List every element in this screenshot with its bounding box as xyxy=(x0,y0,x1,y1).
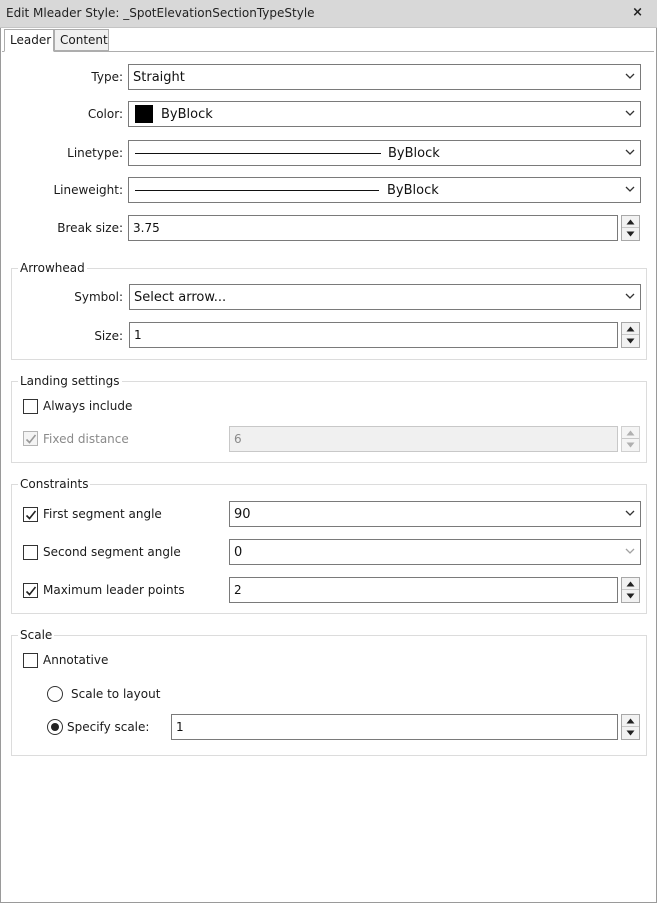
tab-leader[interactable]: Leader xyxy=(4,29,54,52)
lineweight-label: Lineweight: xyxy=(53,183,123,197)
scale-title: Scale xyxy=(20,628,53,642)
always-include-checkbox[interactable] xyxy=(23,399,38,414)
spin-down-button[interactable] xyxy=(622,439,639,451)
radio-selected-dot xyxy=(51,723,59,731)
window-title: Edit Mleader Style: _SpotElevationSectionTypeStyle xyxy=(6,6,315,20)
arrow-up-icon xyxy=(626,581,635,587)
linetype-value: ByBlock xyxy=(388,146,440,161)
always-include-label: Always include xyxy=(43,399,133,413)
chevron-down-icon xyxy=(624,181,636,197)
spin-down-button[interactable] xyxy=(622,228,639,240)
second-segment-checkbox[interactable] xyxy=(23,545,38,560)
second-segment-label: Second segment angle xyxy=(43,545,181,559)
chevron-down-icon xyxy=(624,105,636,121)
tab-content[interactable]: Content xyxy=(54,29,109,51)
second-segment-value: 0 xyxy=(234,545,243,560)
checkmark-icon xyxy=(25,585,37,597)
break-size-spinner[interactable] xyxy=(621,215,640,241)
title-bar xyxy=(0,0,657,28)
chevron-down-icon xyxy=(624,288,636,304)
type-value: Straight xyxy=(133,70,185,85)
constraints-title: Constraints xyxy=(20,477,89,491)
spin-up-button[interactable] xyxy=(622,578,639,590)
first-segment-select[interactable] xyxy=(229,501,641,527)
break-size-field[interactable] xyxy=(128,215,618,241)
spin-up-button[interactable] xyxy=(622,216,639,228)
annotative-checkbox[interactable] xyxy=(23,653,38,668)
checkmark-icon xyxy=(25,509,37,521)
fixed-distance-label: Fixed distance xyxy=(43,432,129,446)
color-swatch xyxy=(135,105,153,123)
arrow-down-icon xyxy=(626,231,635,237)
arrow-up-icon xyxy=(626,326,635,332)
arrow-up-icon xyxy=(626,430,635,436)
specify-scale-label: Specify scale: xyxy=(67,720,150,734)
symbol-label: Symbol: xyxy=(74,290,123,304)
scale-to-layout-label: Scale to layout xyxy=(71,687,161,701)
arrow-down-icon xyxy=(626,730,635,736)
second-segment-select[interactable] xyxy=(229,539,641,565)
tab-divider xyxy=(2,51,654,52)
scale-to-layout-radio[interactable] xyxy=(47,686,63,702)
chevron-down-icon xyxy=(624,505,636,521)
arrowhead-group-title: Arrowhead xyxy=(20,261,85,275)
chevron-down-icon xyxy=(624,543,636,559)
arrow-down-icon xyxy=(626,593,635,599)
type-select[interactable] xyxy=(128,64,641,90)
spin-down-button[interactable] xyxy=(622,335,639,347)
color-value: ByBlock xyxy=(161,107,213,122)
color-label: Color: xyxy=(87,107,123,121)
arrow-down-icon xyxy=(626,338,635,344)
arrow-size-field[interactable] xyxy=(129,322,618,348)
linetype-select[interactable] xyxy=(128,140,641,166)
arrow-symbol-value: Select arrow... xyxy=(134,290,227,305)
specify-scale-spinner[interactable] xyxy=(621,714,640,740)
specify-scale-radio[interactable] xyxy=(47,719,63,735)
chevron-down-icon xyxy=(624,68,636,84)
specify-scale-input[interactable] xyxy=(176,719,611,735)
chevron-down-icon xyxy=(624,144,636,160)
spin-up-button[interactable] xyxy=(622,323,639,335)
max-leader-points-field[interactable] xyxy=(229,577,618,603)
arrow-up-icon xyxy=(626,718,635,724)
lineweight-select[interactable] xyxy=(128,177,641,203)
max-leader-points-label: Maximum leader points xyxy=(43,583,185,597)
arrow-size-spinner[interactable] xyxy=(621,322,640,348)
specify-scale-field[interactable] xyxy=(171,714,618,740)
break-size-input[interactable] xyxy=(133,220,611,236)
spin-up-button[interactable] xyxy=(622,427,639,439)
spin-up-button[interactable] xyxy=(622,715,639,727)
type-label: Type: xyxy=(91,70,123,84)
spin-down-button[interactable] xyxy=(622,590,639,602)
fixed-distance-checkbox[interactable] xyxy=(23,431,38,446)
arrow-size-input[interactable] xyxy=(134,327,611,343)
annotative-label: Annotative xyxy=(43,653,109,667)
break-size-label: Break size: xyxy=(57,221,123,235)
color-select[interactable] xyxy=(128,101,641,127)
first-segment-value: 90 xyxy=(234,507,251,522)
checkmark-icon xyxy=(25,433,37,445)
max-leader-points-spinner[interactable] xyxy=(621,577,640,603)
landing-settings-title: Landing settings xyxy=(20,374,120,388)
fixed-distance-input[interactable] xyxy=(234,431,611,447)
arrow-up-icon xyxy=(626,219,635,225)
first-segment-checkbox[interactable] xyxy=(23,507,38,522)
lineweight-value: ByBlock xyxy=(387,183,439,198)
close-icon[interactable]: × xyxy=(632,5,643,20)
linetype-label: Linetype: xyxy=(67,146,123,160)
arrow-down-icon xyxy=(626,442,635,448)
first-segment-label: First segment angle xyxy=(43,507,162,521)
spin-down-button[interactable] xyxy=(622,727,639,739)
max-leader-points-checkbox[interactable] xyxy=(23,583,38,598)
lineweight-preview xyxy=(135,190,379,191)
arrow-symbol-select[interactable] xyxy=(129,284,641,310)
fixed-distance-field[interactable] xyxy=(229,426,618,452)
fixed-distance-spinner[interactable] xyxy=(621,426,640,452)
arrow-size-label: Size: xyxy=(94,329,123,343)
max-leader-points-input[interactable] xyxy=(234,582,611,598)
linetype-preview xyxy=(135,153,381,154)
